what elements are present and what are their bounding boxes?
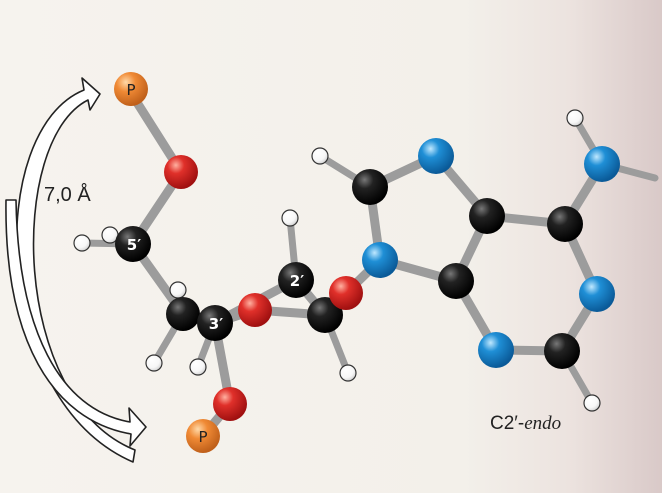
hydrogen-atom <box>340 365 356 381</box>
hydrogen-atom <box>567 110 583 126</box>
nitrogen-atom-n6 <box>584 146 620 182</box>
distance-label: 7,0 Å <box>44 184 91 206</box>
carbon-atom-c6 <box>547 206 583 242</box>
hydrogen-atom <box>312 148 328 164</box>
hydrogen-atom <box>282 210 298 226</box>
distance-arrow <box>6 78 146 462</box>
carbon-atom-c2 <box>544 333 580 369</box>
carbon-atom-4prime <box>166 297 200 331</box>
carbon-atom-c4 <box>438 263 474 299</box>
conformation-prefix: C2′- <box>490 413 525 434</box>
nitrogen-atom-n9 <box>362 242 398 278</box>
oxygen-atom-5prime <box>164 155 198 189</box>
carbon-atom-c8 <box>352 169 388 205</box>
carbon-2prime-label: 2′ <box>289 272 305 290</box>
carbon-atom-c5 <box>469 198 505 234</box>
phosphorus-label-bottom: P <box>198 428 208 446</box>
oxygen-atom-ring <box>238 293 272 327</box>
phosphorus-label-top: P <box>126 81 136 99</box>
oxygen-atom-3prime <box>213 387 247 421</box>
conformation-label <box>490 413 561 435</box>
nitrogen-atom-n7 <box>418 138 454 174</box>
hydrogen-atom <box>146 355 162 371</box>
hydrogen-atom <box>584 395 600 411</box>
carbon-3prime-label: 3′ <box>208 315 224 333</box>
hydrogen-atom <box>190 359 206 375</box>
nitrogen-atom-n1 <box>579 276 615 312</box>
conformation-suffix: endo <box>524 413 562 434</box>
nitrogen-atom-n3 <box>478 332 514 368</box>
hydrogen-atom <box>74 235 90 251</box>
hydrogen-atom <box>170 282 186 298</box>
oxygen-atom-2prime <box>329 276 363 310</box>
carbon-5prime-label: 5′ <box>126 236 142 254</box>
